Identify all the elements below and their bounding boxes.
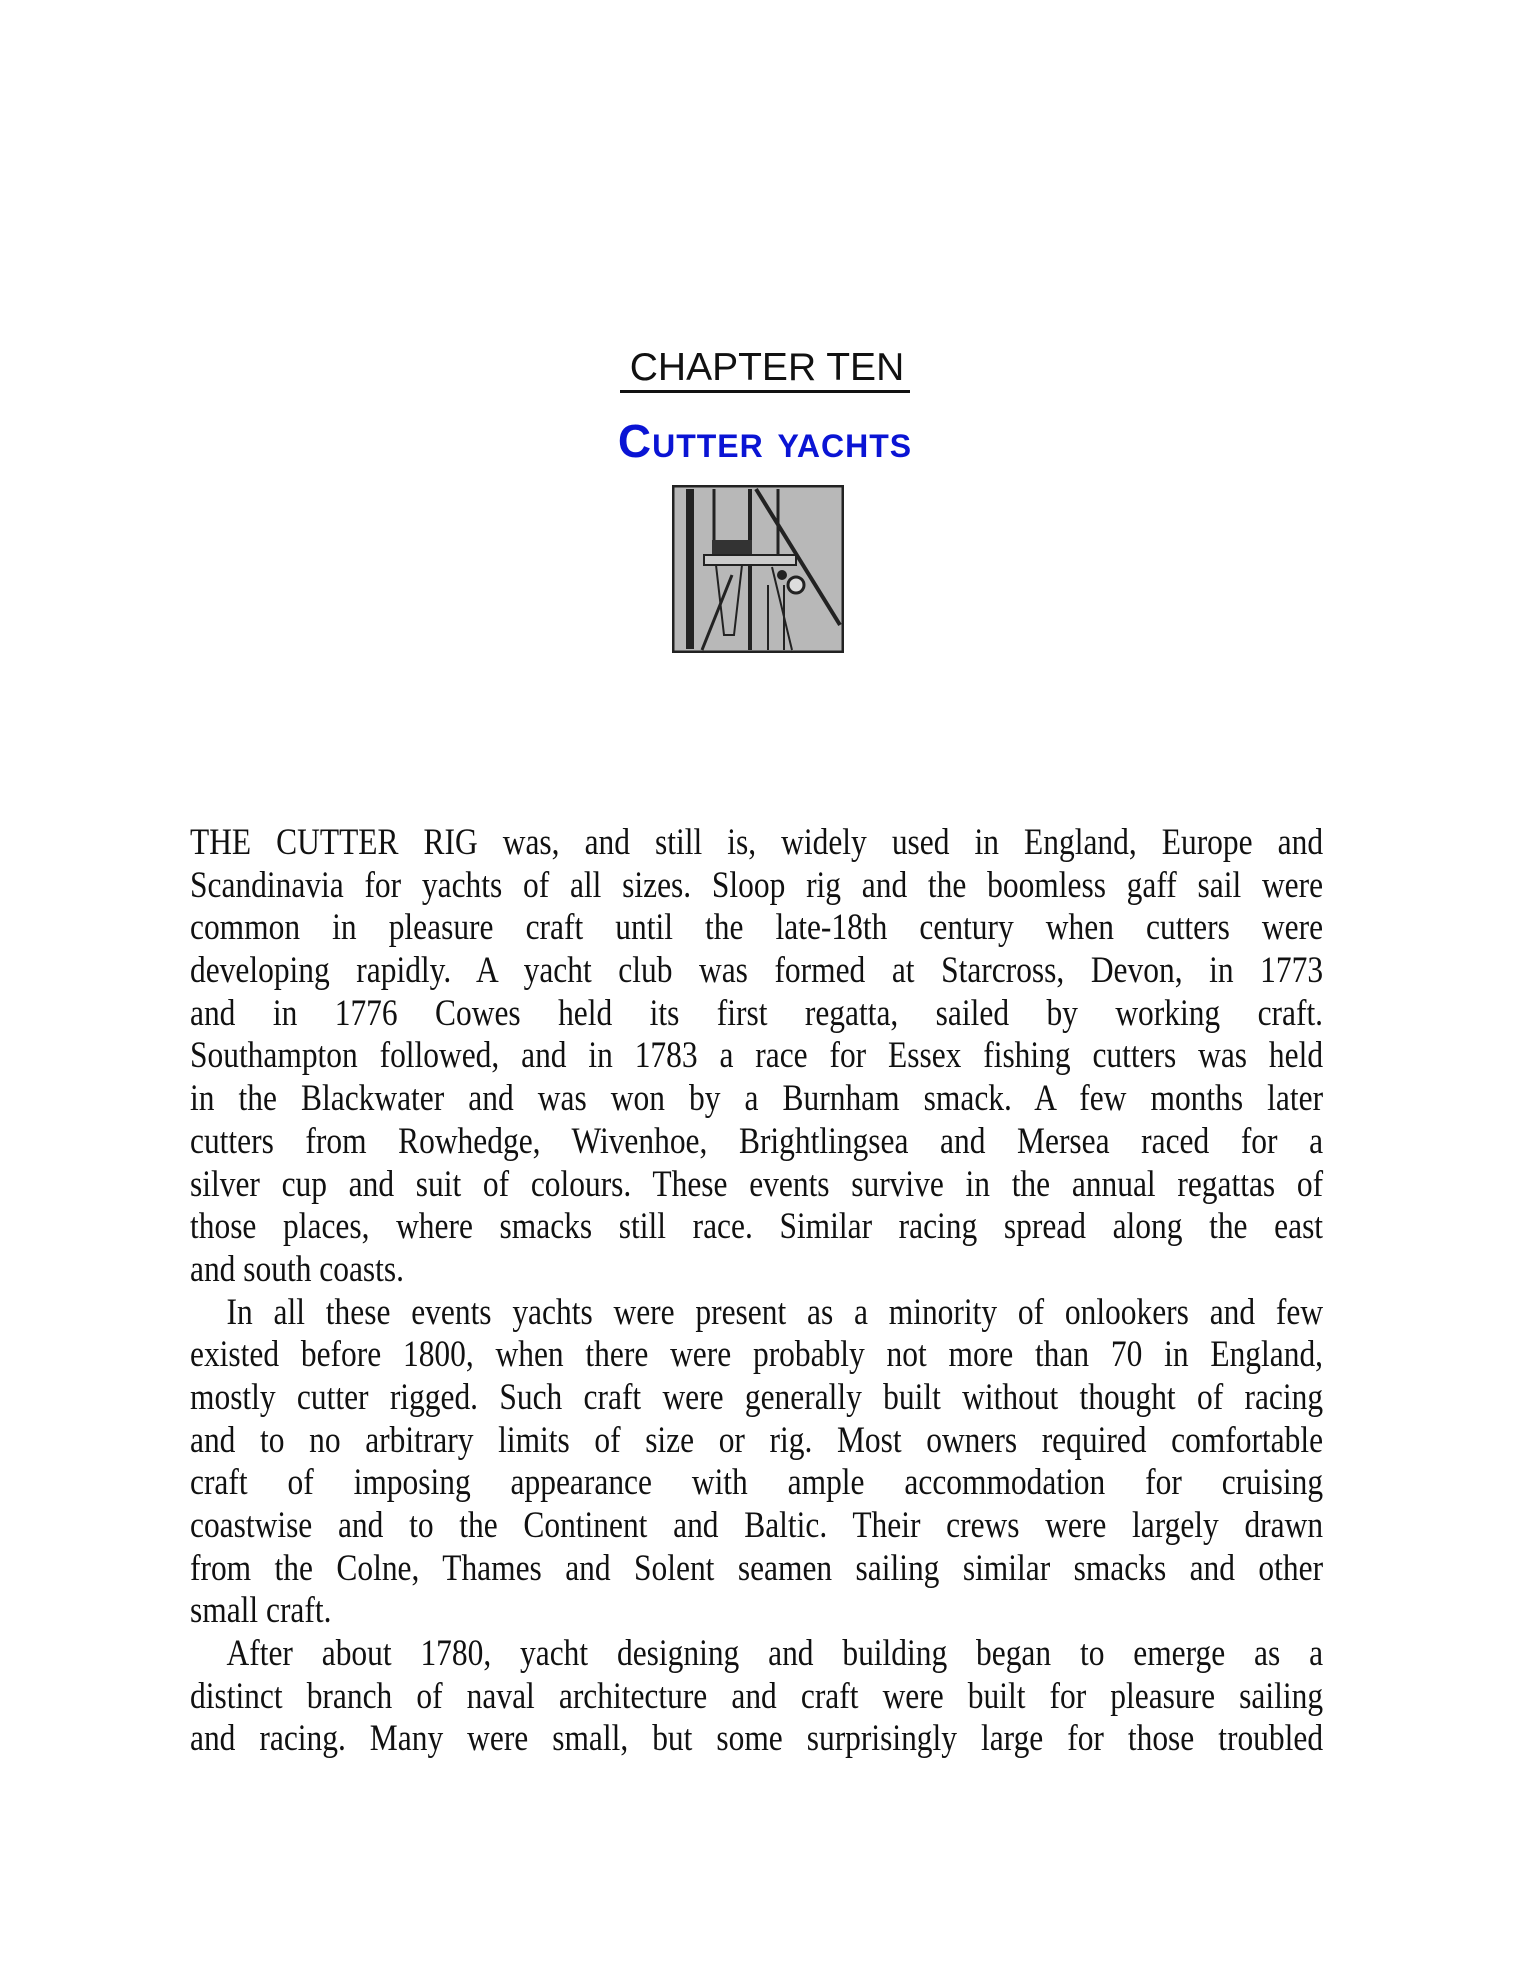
text-line: Scandinavia for yachts of all sizes. Sloop rig and the boomless gaff sail were — [190, 864, 1324, 906]
text-line: and south coasts. — [190, 1248, 405, 1290]
chapter-title: Cutter yachts — [617, 415, 913, 467]
chapter-label: CHAPTER TEN — [620, 346, 911, 393]
text-line: mostly cutter rigged. Such craft were generally built without thought of racing — [190, 1376, 1324, 1418]
text-line: Southampton followed, and in 1783 a race for Essex fishing cutters was held — [190, 1035, 1324, 1077]
text-line: existed before 1800, when there were probably not more than 70 in England, — [190, 1334, 1324, 1376]
text-line: from the Colne, Thames and Solent seamen sailing similar smacks and other — [190, 1547, 1324, 1589]
text-line: and in 1776 Cowes held its first regatta, sailed by working craft. — [190, 992, 1324, 1034]
text-line: craft of imposing appearance with ample accommodation for cruising — [190, 1462, 1324, 1504]
text-line: those places, where smacks still race. Similar racing spread along the east — [190, 1206, 1324, 1248]
text-line: developing rapidly. A yacht club was formed at Starcross, Devon, in 1773 — [190, 950, 1324, 992]
text-line: small craft. — [190, 1590, 332, 1632]
text-line: common in pleasure craft until the late-18th century when cutters were — [190, 907, 1324, 949]
text-line: coastwise and to the Continent and Baltic. Their crews were largely drawn — [190, 1505, 1324, 1546]
chapter-heading — [0, 346, 1530, 393]
text-line: THE CUTTER RIG was, and still is, widely used in England, Europe and — [190, 822, 1324, 863]
text-line: and to no arbitrary limits of size or rig. Most owners required comfortable — [190, 1419, 1324, 1461]
text-line: After about 1780, yacht designing and building began to emerge as a — [226, 1633, 1324, 1675]
body-text — [190, 822, 1323, 1761]
text-line: and racing. Many were small, but some surprisingly large for those troubled — [190, 1718, 1324, 1760]
rigging-illustration — [672, 485, 844, 653]
text-line: cutters from Rowhedge, Wivenhoe, Brightlingsea and Mersea raced for a — [190, 1120, 1324, 1162]
text-line: distinct branch of naval architecture and craft were built for pleasure sailing — [190, 1675, 1324, 1717]
text-line: In all these events yachts were present as a minority of onlookers and few — [226, 1291, 1324, 1333]
text-line: silver cup and suit of colours. These events survive in the annual regattas of — [190, 1163, 1324, 1205]
text-line: in the Blackwater and was won by a Burnham smack. A few months later — [190, 1078, 1324, 1120]
